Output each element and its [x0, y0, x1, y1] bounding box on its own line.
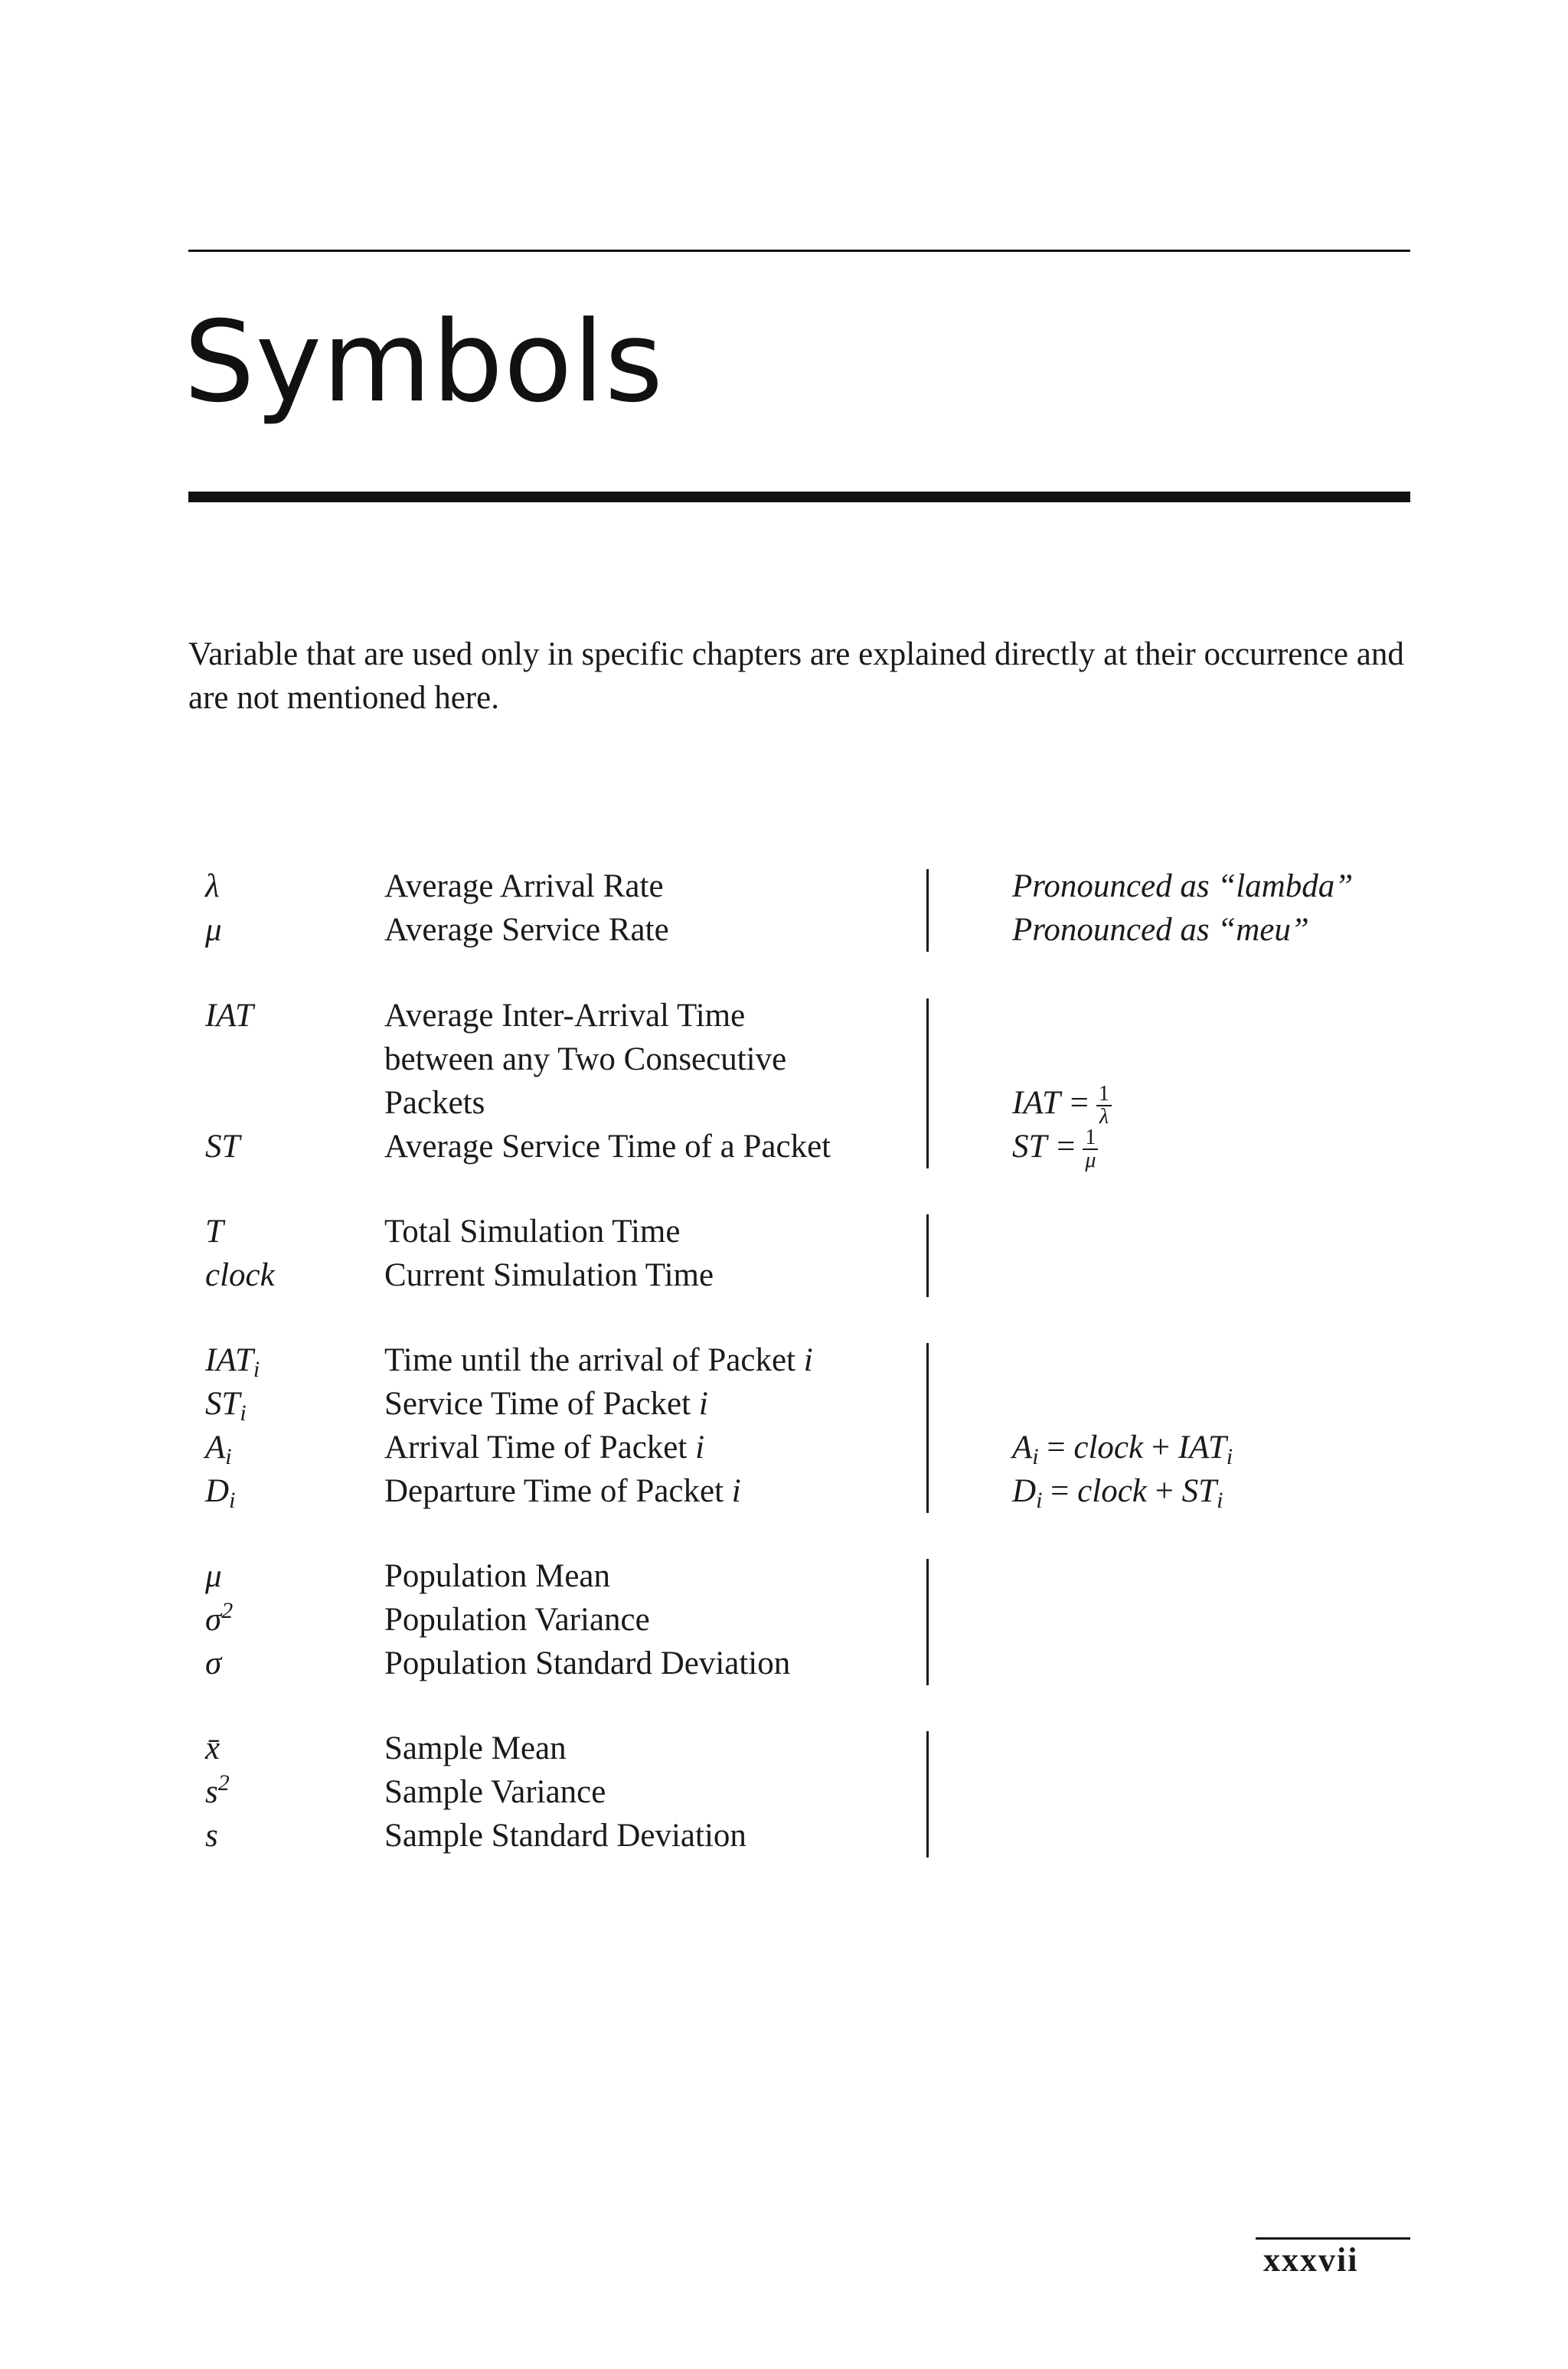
symbol: σ — [205, 1645, 222, 1681]
symbol-description: Average Service Time of a Packet — [384, 1129, 831, 1165]
fraction-denominator: λ — [1099, 1105, 1109, 1129]
top-rule — [188, 250, 1410, 252]
symbol-description: Arrival Time of Packet i — [384, 1430, 705, 1466]
page-number-rule — [1256, 2237, 1410, 2240]
symbol: $A_i$ — [205, 1430, 232, 1469]
symbol-description: Departure Time of Packet i — [384, 1473, 741, 1509]
symbol: $s^2$ — [205, 1770, 230, 1810]
symbol-note: Pronounced as “meu” — [1012, 912, 1309, 948]
symbol-row — [188, 864, 1429, 908]
symbol-row — [188, 1210, 1429, 1253]
symbol-group-sample — [188, 1727, 1429, 1858]
symbol-row — [188, 1814, 1429, 1858]
symbol-description: Population Standard Deviation — [384, 1645, 791, 1681]
symbol: ST — [205, 1129, 240, 1165]
symbol-description: Sample Variance — [384, 1774, 606, 1810]
symbol-formula — [1012, 1081, 1112, 1128]
symbol-description: Sample Standard Deviation — [384, 1818, 746, 1854]
symbol-row — [188, 1081, 1429, 1129]
symbol: μ — [205, 1558, 222, 1594]
intro-paragraph: Variable that are used only in specific chapters are explained directly at their occurrence and are not mentioned here. — [188, 636, 1404, 716]
formula-lhs: ST = — [1012, 1129, 1077, 1165]
symbol-description: between any Two Consecutive — [384, 1041, 787, 1077]
symbol-row — [188, 1642, 1429, 1685]
symbol-description: Population Variance — [384, 1602, 650, 1638]
symbol-row — [188, 1253, 1429, 1297]
symbol-row — [188, 1554, 1429, 1598]
symbol-formula: $D_i$ = clock + $ST_i$ — [1012, 1473, 1223, 1513]
symbol-formula — [1012, 1125, 1098, 1171]
symbol-description: Sample Mean — [384, 1730, 567, 1766]
page-title: Symbols — [184, 297, 664, 427]
symbol-description: Average Inter-Arrival Time — [384, 998, 746, 1034]
symbol-group-simulation-time — [188, 1210, 1429, 1297]
symbol-row — [188, 908, 1429, 952]
symbol: T — [205, 1214, 224, 1250]
symbol: μ — [205, 912, 222, 948]
symbol-group-packets — [188, 1338, 1429, 1513]
symbol: IAT — [205, 998, 253, 1034]
symbol-row — [188, 1426, 1429, 1469]
symbol: $ST_i$ — [205, 1386, 247, 1426]
page-number: xxxvii — [1263, 2241, 1359, 2279]
symbol-row — [188, 1727, 1429, 1770]
symbol-group-rates — [188, 864, 1429, 952]
symbol: λ — [205, 868, 220, 904]
symbol-description: Total Simulation Time — [384, 1214, 681, 1250]
symbol: $D_i$ — [205, 1473, 236, 1513]
symbol-row — [188, 994, 1429, 1037]
symbol-row — [188, 1037, 1429, 1081]
symbol-description: Time until the arrival of Packet i — [384, 1342, 813, 1378]
symbol-row — [188, 1598, 1429, 1642]
symbol-description: Current Simulation Time — [384, 1257, 714, 1293]
symbol-formula: $A_i$ = clock + $IAT_i$ — [1012, 1430, 1233, 1469]
symbol-row — [188, 1469, 1429, 1513]
title-rule — [188, 492, 1410, 502]
symbol-row — [188, 1382, 1429, 1426]
fraction-denominator: μ — [1085, 1149, 1096, 1173]
symbol-row — [188, 1125, 1429, 1173]
fraction-numerator: 1 — [1096, 1083, 1112, 1106]
symbol-group-times — [188, 994, 1429, 1173]
symbol-description: Population Mean — [384, 1558, 610, 1594]
symbol-description: Average Service Rate — [384, 912, 669, 948]
symbol-row — [188, 1338, 1429, 1382]
symbol-group-population — [188, 1554, 1429, 1685]
symbol-note: Pronounced as “lambda” — [1012, 868, 1354, 904]
symbol-description: Average Arrival Rate — [384, 868, 664, 904]
symbol: clock — [205, 1257, 275, 1293]
symbol: s — [205, 1818, 218, 1854]
fraction-numerator: 1 — [1083, 1127, 1098, 1150]
symbol: $IAT_i$ — [205, 1342, 260, 1382]
fraction — [1096, 1083, 1112, 1128]
symbol-description: Packets — [384, 1085, 485, 1121]
symbol: $\sigma^2$ — [205, 1598, 234, 1638]
symbol: x̄ — [205, 1730, 220, 1766]
symbol-description: Service Time of Packet i — [384, 1386, 708, 1422]
fraction — [1083, 1127, 1098, 1171]
symbol-row — [188, 1770, 1429, 1814]
formula-lhs: IAT = — [1012, 1085, 1090, 1121]
